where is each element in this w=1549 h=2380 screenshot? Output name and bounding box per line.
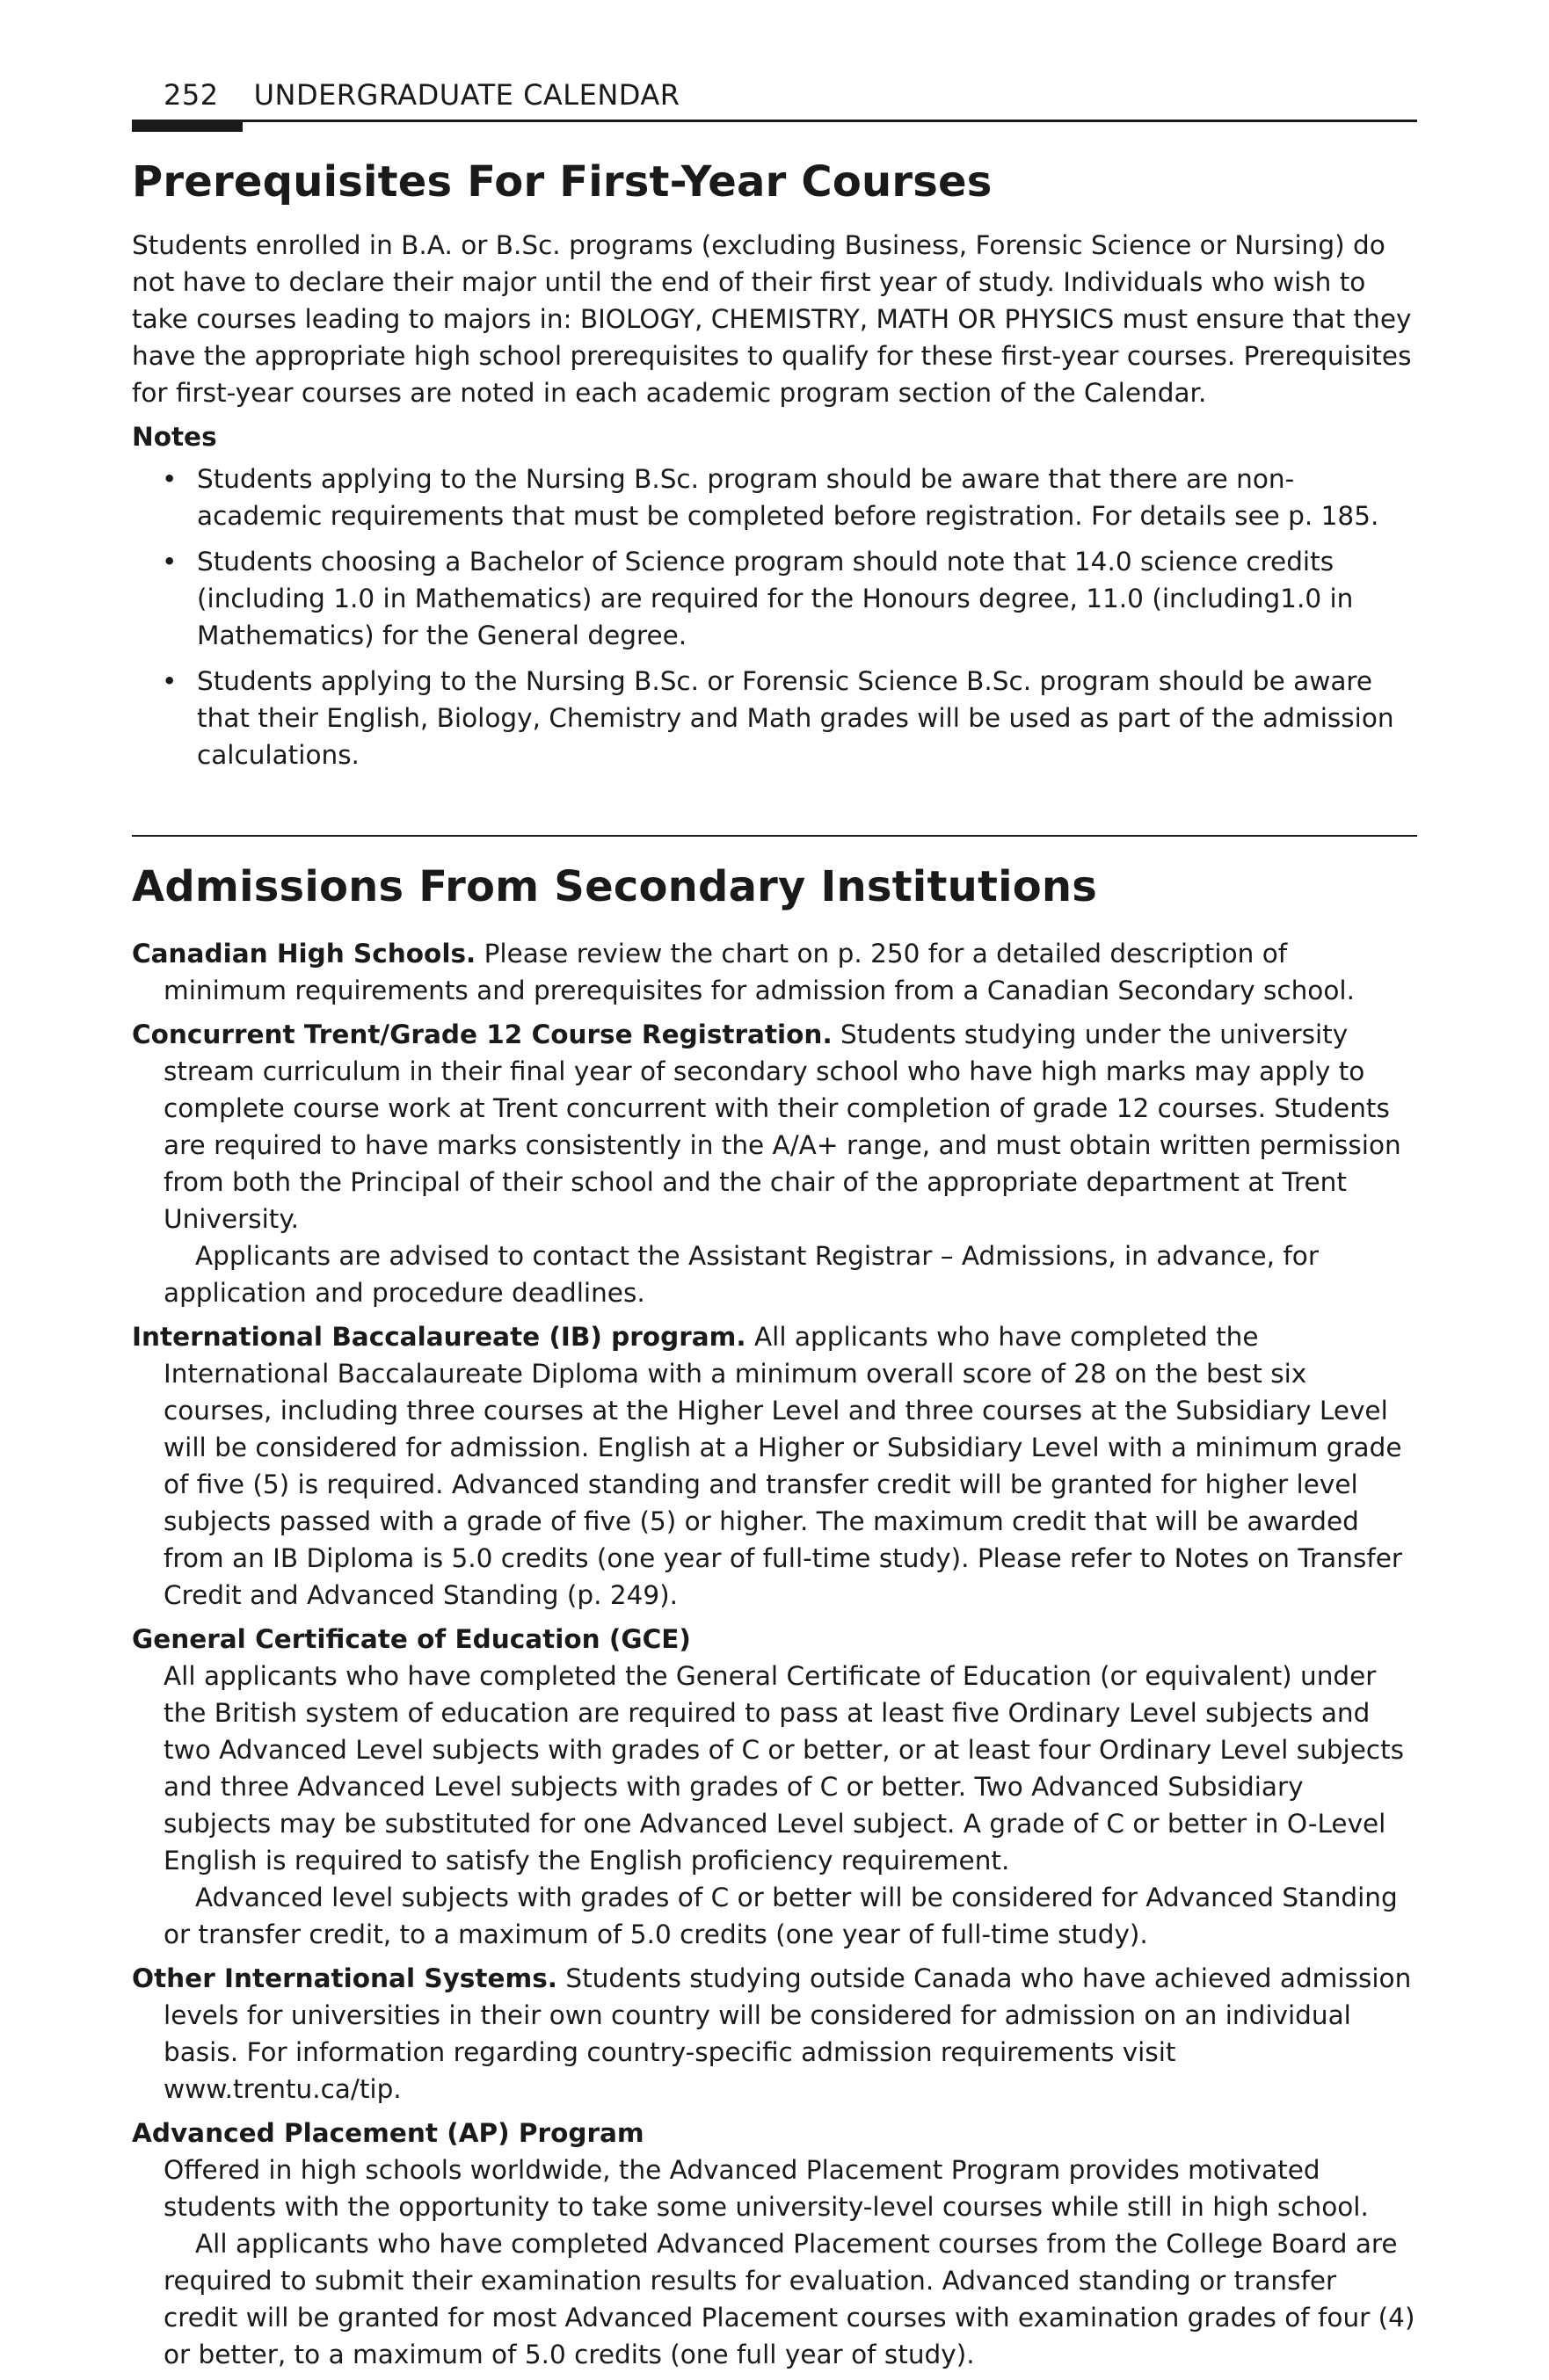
section-heading-prerequisites: Prerequisites For First-Year Courses xyxy=(132,157,993,207)
entry-body-gce: All applicants who have completed the General Certificate of Education (or equivalent) under the British system of education are required to pass at least five Ordinary Level subjects and two Advanced Level subjects with grades of C or better, or at least four Ordinary Level subjects and three Advanced Level subjects with grades of C or better. Two Advanced Subsidiary subjects may be substituted for one Advanced Level subject. A grade of C or better in O-Level English is required to satisfy the English proficiency requirement. xyxy=(164,1661,1405,1876)
entry-body-ap: Offered in high schools worldwide, the Advanced Placement Program provides motivated students with the opportunity to take some university-level courses while still in high school. xyxy=(164,2155,1369,2222)
entry-term: Concurrent Trent/Grade 12 Course Registration. xyxy=(132,1019,833,1049)
entry-international-baccalaureate xyxy=(132,1318,1417,1614)
list-item xyxy=(132,543,1417,654)
admissions-section xyxy=(132,935,1417,2380)
entry-subparagraph: Advanced level subjects with grades of C or better will be considered for Advanced Standing or transfer credit, to a maximum of 5.0 credits (one year of full-time study). xyxy=(164,1883,1398,1949)
prerequisites-section xyxy=(132,227,1417,782)
bullet-icon: • xyxy=(162,666,178,696)
list-item xyxy=(132,663,1417,773)
notes-list xyxy=(132,461,1417,773)
entry-text: Students studying outside Canada who have achieved admission levels for universities in their own country will be considered for admission on an individual basis. For information regarding country-specific admission requirements visit www.trentu.ca/tip. xyxy=(164,1963,1412,2104)
note-text: Students applying to the Nursing B.Sc. program should be aware that there are non-academic requirements that must be completed before registration. For details see p. 185. xyxy=(197,464,1379,531)
entry-term-ap: Advanced Placement (AP) Program xyxy=(132,2118,644,2148)
header-rule xyxy=(132,120,1417,122)
note-text: Students applying to the Nursing B.Sc. or Forensic Science B.Sc. program should be aware that their English, Biology, Chemistry and Math grades will be used as part of the admission calculations. xyxy=(197,666,1394,770)
entry-term-gce: General Certificate of Education (GCE) xyxy=(132,1624,691,1654)
entry-concurrent-registration xyxy=(132,1016,1417,1237)
entry-term: International Baccalaureate (IB) program. xyxy=(132,1322,746,1352)
entry-term: Other International Systems. xyxy=(132,1963,557,1993)
bullet-icon: • xyxy=(162,547,178,577)
running-title: UNDERGRADUATE CALENDAR xyxy=(253,78,680,112)
header-tab-marker xyxy=(132,120,243,132)
entry-subparagraph: All applicants who have completed Advanced Placement courses from the College Board are required to submit their examination results for evaluation. Advanced standing or transfer credit will be granted for most Advanced Placement courses with examination grades of four (4) or better, to a maximum of 5.0 credits (one full year of study). xyxy=(164,2229,1415,2369)
entry-text: All applicants who have completed the International Baccalaureate Diploma with a minimum overall score of 28 on the best six courses, including three courses at the Higher Level and three courses at the Subsidiary Level will be considered for admission. English at a Higher or Subsidiary Level with a minimum grade of five (5) is required. Advanced standing and transfer credit will be granted for higher level subjects passed with a grade of five (5) or higher. The maximum credit that will be awarded from an IB Diploma is 5.0 credits (one year of full-time study). Please refer to Notes on Transfer Credit and Advanced Standing (p. 249). xyxy=(164,1322,1402,1610)
entry-other-international xyxy=(132,1960,1417,2108)
entry-term: Canadian High Schools. xyxy=(132,939,476,969)
entry-subparagraph: Applicants are advised to contact the Assistant Registrar – Admissions, in advance, for application and procedure deadlines. xyxy=(164,1241,1319,1308)
section-divider xyxy=(132,835,1417,837)
entry-text: Students studying under the university stream curriculum in their final year of secondary school who have high marks may apply to complete course work at Trent concurrent with their completion of grade 12 courses. Students are required to have marks consistently in the A/A+ range, and must obtain written permission from both the Principal of their school and the chair of the appropriate department at Trent University. xyxy=(164,1019,1401,1234)
notes-label: Notes xyxy=(132,422,217,452)
prerequisites-intro: Students enrolled in B.A. or B.Sc. programs (excluding Business, Forensic Science or Nursing) do not have to declare their major until the end of their first year of study. Individuals who wish to take courses leading to majors in: BIOLOGY, CHEMISTRY, MATH OR PHYSICS must ensure that they have the appropriate high school prerequisites to qualify for these first-year courses. Prerequisites for first-year courses are noted in each academic program section of the Calendar. xyxy=(132,230,1412,408)
bullet-icon: • xyxy=(162,464,178,494)
running-header xyxy=(164,78,680,112)
entry-text: Please review the chart on p. 250 for a detailed description of minimum requirements and prerequisites for admission from a Canadian Secondary school. xyxy=(164,939,1355,1005)
list-item xyxy=(132,461,1417,534)
section-heading-admissions: Admissions From Secondary Institutions xyxy=(132,862,1098,911)
page-number: 252 xyxy=(164,78,219,112)
entry-canadian-high-schools xyxy=(132,935,1417,1009)
note-text: Students choosing a Bachelor of Science program should note that 14.0 science credits (including 1.0 in Mathematics) are required for the Honours degree, 11.0 (including1.0 in Mathematics) for the General degree. xyxy=(197,547,1354,650)
